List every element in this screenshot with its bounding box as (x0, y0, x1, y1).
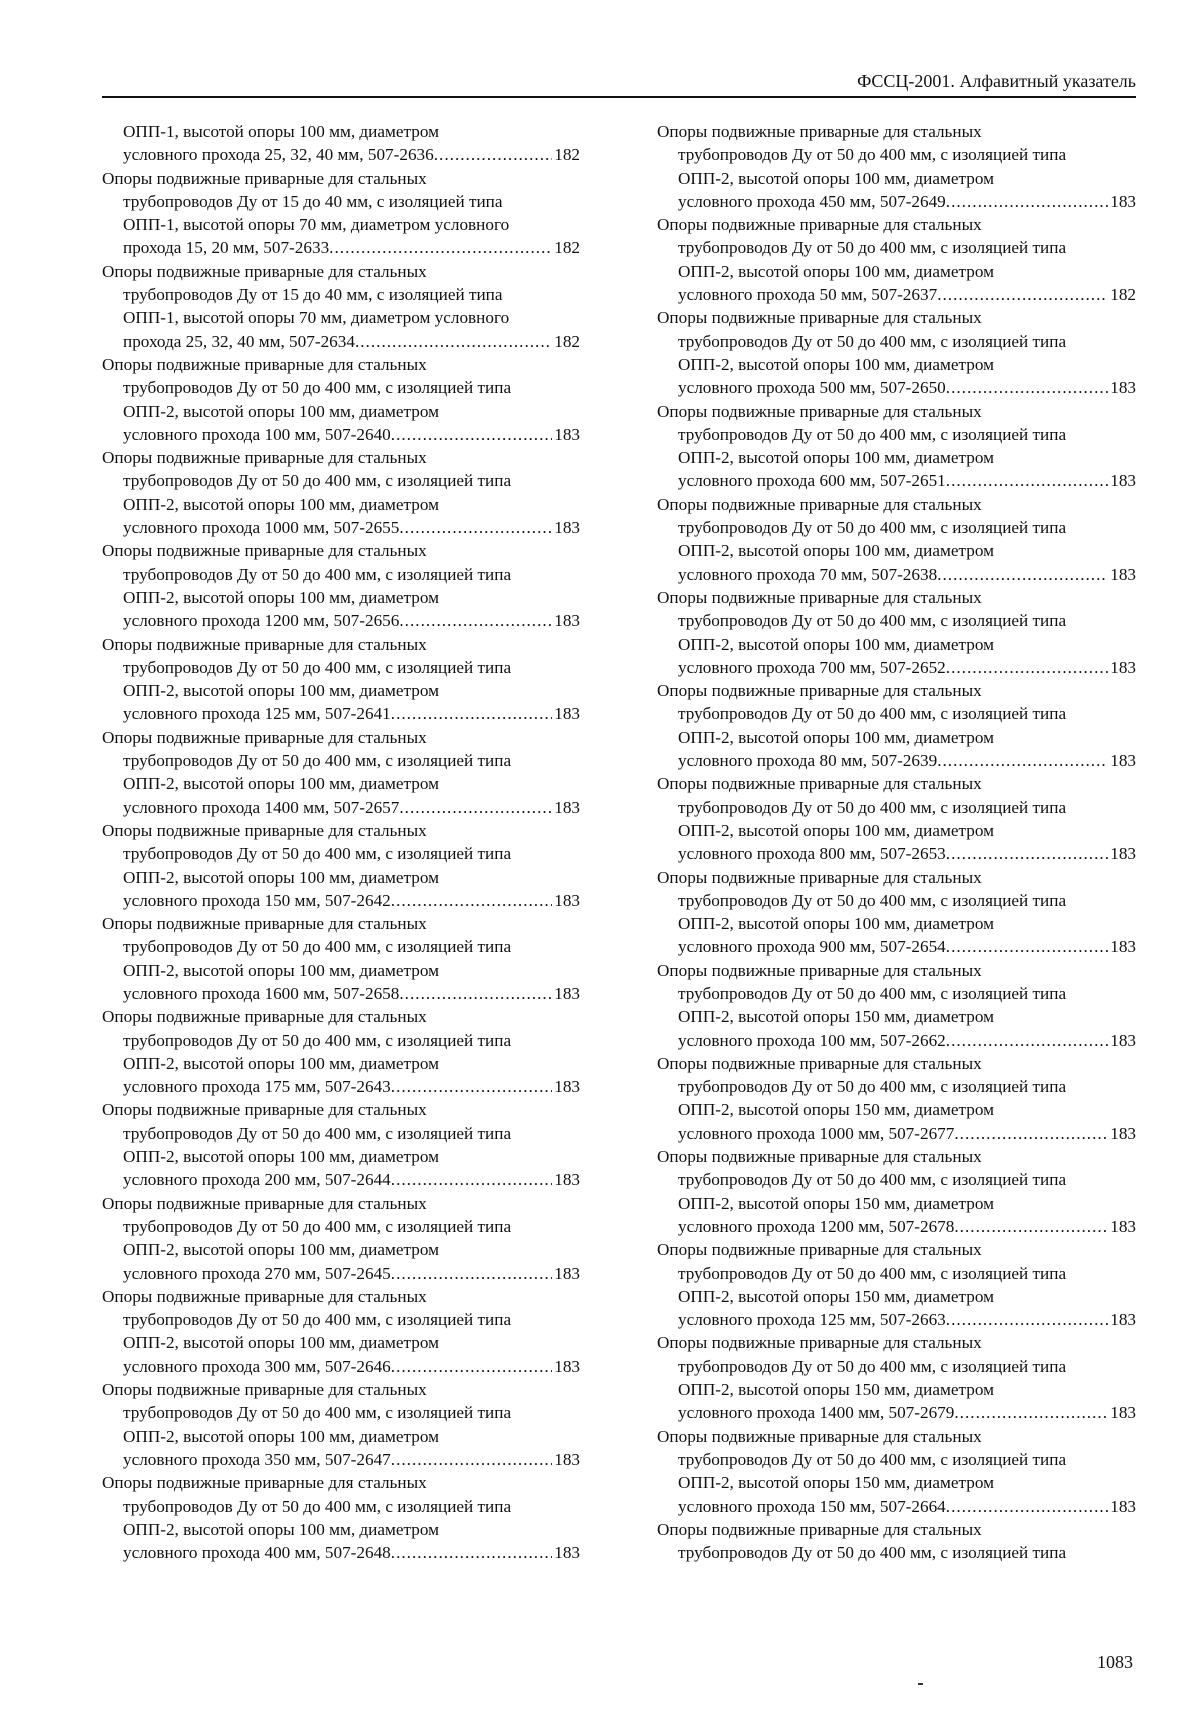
entry-text: условного прохода 125 мм, 507-2663 (678, 1310, 946, 1330)
entry-page-number: 183 (1110, 1403, 1136, 1423)
dot-leader (937, 563, 1108, 586)
entry-line: ОПП-1, высотой опоры 100 мм, диаметром (123, 122, 439, 141)
entry-line: ОПП-2, высотой опоры 100 мм, диаметром (678, 354, 994, 374)
dot-leader (946, 190, 1108, 213)
index-entry (102, 1378, 580, 1471)
entry-line: Опоры подвижные приварные для стальных (657, 1053, 982, 1073)
index-entry (102, 167, 580, 260)
entry-last-line (657, 1029, 1136, 1052)
entry-line: трубопроводов Ду от 50 до 400 мм, с изоляцией типа (678, 1077, 1067, 1097)
entry-page-number: 183 (1110, 1030, 1136, 1050)
running-title: ФССЦ-2001. Алфавитный указатель (857, 71, 1136, 91)
entry-line: трубопроводов Ду от 50 до 400 мм, с изоляцией типа (123, 1310, 512, 1330)
index-entry (657, 1425, 1136, 1518)
index-entry (657, 493, 1136, 586)
index-entry (657, 866, 1136, 959)
entry-last-line (102, 1355, 580, 1378)
entry-page-number: 182 (1110, 285, 1136, 305)
dot-leader (399, 796, 552, 819)
entry-line: трубопроводов Ду от 50 до 400 мм, с изоляцией типа (678, 331, 1067, 351)
dot-leader (946, 842, 1108, 865)
entry-line: Опоры подвижные приварные для стальных (102, 1007, 427, 1027)
entry-text: условного прохода 300 мм, 507-2646 (123, 1356, 391, 1376)
entry-last-line (102, 609, 580, 632)
entry-line: ОПП-2, высотой опоры 150 мм, диаметром (678, 1473, 994, 1493)
entry-line: трубопроводов Ду от 50 до 400 мм, с изоляцией типа (123, 564, 512, 584)
entry-line: Опоры подвижные приварные для стальных (657, 960, 982, 980)
entry-page-number: 182 (554, 331, 580, 351)
entry-line: ОПП-2, высотой опоры 100 мм, диаметром (678, 914, 994, 934)
entry-line: трубопроводов Ду от 50 до 400 мм, с изоляцией типа (123, 1403, 512, 1423)
entry-line: Опоры подвижные приварные для стальных (657, 774, 982, 794)
dot-leader (946, 469, 1108, 492)
entry-line: трубопроводов Ду от 50 до 400 мм, с изоляцией типа (678, 1263, 1067, 1283)
dot-leader (937, 749, 1108, 772)
entry-line: трубопроводов Ду от 50 до 400 мм, с изоляцией типа (678, 983, 1067, 1003)
index-entry (102, 912, 580, 1005)
index-entry (657, 213, 1136, 306)
entry-page-number: 183 (554, 797, 580, 817)
entry-text: прохода 25, 32, 40 мм, 507-2634 (123, 331, 355, 351)
entry-last-line (657, 563, 1136, 586)
entry-text: условного прохода 1600 мм, 507-2658 (123, 983, 400, 1003)
entry-line: трубопроводов Ду от 15 до 40 мм, с изоляцией типа (123, 191, 503, 211)
entry-text: условного прохода 400 мм, 507-2648 (123, 1543, 391, 1563)
index-column-right (657, 120, 1136, 1564)
entry-page-number: 183 (1110, 564, 1136, 584)
entry-page-number: 183 (554, 424, 580, 444)
entry-line: трубопроводов Ду от 50 до 400 мм, с изоляцией типа (678, 238, 1067, 258)
index-entry (102, 353, 580, 446)
dot-leader (399, 516, 552, 539)
dot-leader (946, 935, 1108, 958)
entry-line: трубопроводов Ду от 50 до 400 мм, с изоляцией типа (678, 1356, 1067, 1376)
dot-leader (954, 1215, 1108, 1238)
entry-page-number: 183 (1110, 657, 1136, 677)
entry-page-number: 183 (554, 1077, 580, 1097)
entry-last-line (102, 1541, 580, 1564)
entry-text: условного прохода 70 мм, 507-2638 (678, 564, 938, 584)
scan-mark (918, 1683, 923, 1685)
dot-leader (946, 1029, 1108, 1052)
dot-leader (391, 1168, 552, 1191)
entry-last-line (102, 1168, 580, 1191)
entry-line: ОПП-2, высотой опоры 100 мм, диаметром (678, 727, 994, 747)
index-entry (657, 1052, 1136, 1145)
entry-line: трубопроводов Ду от 50 до 400 мм, с изоляцией типа (678, 424, 1067, 444)
dot-leader (355, 330, 552, 353)
entry-line: ОПП-2, высотой опоры 150 мм, диаметром (678, 1380, 994, 1400)
entry-page-number: 183 (1110, 378, 1136, 398)
entry-page-number: 183 (554, 704, 580, 724)
entry-text: условного прохода 350 мм, 507-2647 (123, 1449, 391, 1469)
dot-leader (391, 1541, 552, 1564)
entry-line: Опоры подвижные приварные для стальных (657, 1333, 982, 1353)
entry-line: Опоры подвижные приварные для стальных (657, 1240, 982, 1260)
index-entry (102, 726, 580, 819)
dot-leader (937, 283, 1108, 306)
dot-leader (329, 236, 552, 259)
entry-line: Опоры подвижные приварные для стальных (657, 122, 982, 141)
entry-line: ОПП-2, высотой опоры 100 мм, диаметром (123, 1053, 439, 1073)
entry-line: ОПП-2, высотой опоры 100 мм, диаметром (678, 634, 994, 654)
dot-leader (391, 1355, 552, 1378)
entry-last-line (657, 656, 1136, 679)
entry-text: условного прохода 150 мм, 507-2642 (123, 890, 391, 910)
entry-line: ОПП-2, высотой опоры 150 мм, диаметром (678, 1193, 994, 1213)
dot-leader (399, 982, 552, 1005)
entry-page-number: 183 (554, 1263, 580, 1283)
entry-line: трубопроводов Ду от 50 до 400 мм, с изоляцией типа (678, 890, 1067, 910)
index-entry (657, 1518, 1136, 1565)
entry-text: условного прохода 700 мм, 507-2652 (678, 657, 946, 677)
entry-last-line (657, 190, 1136, 213)
entry-line: Опоры подвижные приварные для стальных (102, 448, 427, 468)
entry-line: ОПП-2, высотой опоры 100 мм, диаметром (678, 261, 994, 281)
entry-line: Опоры подвижные приварные для стальных (657, 401, 982, 421)
entry-page-number: 183 (1110, 471, 1136, 491)
entry-page-number: 183 (1110, 1496, 1136, 1516)
entry-line: ОПП-2, высотой опоры 100 мм, диаметром (123, 1240, 439, 1260)
entry-text: условного прохода 1000 мм, 507-2655 (123, 518, 400, 538)
entry-text: условного прохода 25, 32, 40 мм, 507-2636 (123, 145, 434, 165)
dot-leader (946, 1495, 1108, 1518)
entry-text: условного прохода 500 мм, 507-2650 (678, 378, 946, 398)
entry-last-line (657, 1215, 1136, 1238)
entry-text: условного прохода 900 мм, 507-2654 (678, 937, 946, 957)
index-entry (102, 1285, 580, 1378)
entry-last-line (657, 283, 1136, 306)
page-number: 1083 (1097, 1652, 1133, 1672)
entry-last-line (657, 1495, 1136, 1518)
entry-line: ОПП-2, высотой опоры 100 мм, диаметром (123, 774, 439, 794)
entry-text: условного прохода 1400 мм, 507-2679 (678, 1403, 955, 1423)
dot-leader (391, 1262, 552, 1285)
entry-text: прохода 15, 20 мм, 507-2633 (123, 238, 330, 258)
entry-line: ОПП-2, высотой опоры 100 мм, диаметром (123, 867, 439, 887)
index-entry (102, 260, 580, 353)
entry-line: ОПП-2, высотой опоры 100 мм, диаметром (678, 541, 994, 561)
entry-line: Опоры подвижные приварные для стальных (657, 867, 982, 887)
entry-text: условного прохода 1400 мм, 507-2657 (123, 797, 400, 817)
entry-line: Опоры подвижные приварные для стальных (657, 587, 982, 607)
entry-line: ОПП-2, высотой опоры 100 мм, диаметром (123, 681, 439, 701)
entry-line: трубопроводов Ду от 50 до 400 мм, с изоляцией типа (678, 797, 1067, 817)
index-entry (657, 772, 1136, 865)
index-entry (657, 306, 1136, 399)
entry-last-line (657, 1308, 1136, 1331)
entry-line: трубопроводов Ду от 50 до 400 мм, с изоляцией типа (123, 1216, 512, 1236)
dot-leader (391, 423, 552, 446)
index-entry (657, 120, 1136, 213)
entry-line: Опоры подвижные приварные для стальных (657, 681, 982, 701)
entry-line: трубопроводов Ду от 50 до 400 мм, с изоляцией типа (678, 1170, 1067, 1190)
entry-line: трубопроводов Ду от 50 до 400 мм, с изоляцией типа (123, 751, 512, 771)
entry-last-line (657, 1122, 1136, 1145)
entry-page-number: 183 (554, 890, 580, 910)
entry-text: условного прохода 200 мм, 507-2644 (123, 1170, 391, 1190)
entry-line: трубопроводов Ду от 50 до 400 мм, с изоляцией типа (678, 145, 1067, 165)
entry-last-line (102, 330, 580, 353)
index-entry (102, 1098, 580, 1191)
entry-line: Опоры подвижные приварные для стальных (657, 215, 982, 235)
entry-text: условного прохода 175 мм, 507-2643 (123, 1077, 391, 1097)
entry-line: Опоры подвижные приварные для стальных (102, 1473, 427, 1493)
entry-line: Опоры подвижные приварные для стальных (102, 354, 427, 374)
entry-line: ОПП-2, высотой опоры 150 мм, диаметром (678, 1007, 994, 1027)
entry-line: ОПП-2, высотой опоры 100 мм, диаметром (123, 960, 439, 980)
index-entry (657, 679, 1136, 772)
entry-line: Опоры подвижные приварные для стальных (102, 261, 427, 281)
entry-last-line (657, 376, 1136, 399)
entry-page-number: 182 (554, 238, 580, 258)
entry-page-number: 182 (554, 145, 580, 165)
entry-page-number: 183 (1110, 937, 1136, 957)
index-entry (102, 633, 580, 726)
entry-line: ОПП-1, высотой опоры 70 мм, диаметром условного (123, 215, 510, 235)
entry-line: ОПП-1, высотой опоры 70 мм, диаметром условного (123, 308, 510, 328)
entry-line: Опоры подвижные приварные для стальных (102, 914, 427, 934)
entry-line: Опоры подвижные приварные для стальных (102, 634, 427, 654)
entry-page-number: 183 (1110, 844, 1136, 864)
entry-page-number: 183 (554, 611, 580, 631)
entry-text: условного прохода 1200 мм, 507-2678 (678, 1216, 955, 1236)
entry-page-number: 183 (1110, 751, 1136, 771)
entry-line: ОПП-2, высотой опоры 100 мм, диаметром (123, 494, 439, 514)
entry-line: трубопроводов Ду от 50 до 400 мм, с изоляцией типа (123, 1030, 512, 1050)
dot-leader (946, 656, 1108, 679)
index-entry (657, 959, 1136, 1052)
entry-page-number: 183 (1110, 1123, 1136, 1143)
index-entry (657, 1145, 1136, 1238)
entry-last-line (102, 796, 580, 819)
entry-line: Опоры подвижные приварные для стальных (102, 1193, 427, 1213)
index-entry (102, 1192, 580, 1285)
index-entry (657, 1331, 1136, 1424)
entry-page-number: 183 (554, 1170, 580, 1190)
entry-text: условного прохода 50 мм, 507-2637 (678, 285, 938, 305)
entry-last-line (102, 1075, 580, 1098)
index-entry (102, 1005, 580, 1098)
entry-last-line (657, 842, 1136, 865)
entry-line: ОПП-2, высотой опоры 150 мм, диаметром (678, 1286, 994, 1306)
entry-line: трубопроводов Ду от 50 до 400 мм, с изоляцией типа (123, 657, 512, 677)
entry-page-number: 183 (554, 983, 580, 1003)
entry-text: условного прохода 125 мм, 507-2641 (123, 704, 391, 724)
entry-last-line (102, 1448, 580, 1471)
entry-line: Опоры подвижные приварные для стальных (657, 494, 982, 514)
dot-leader (954, 1122, 1108, 1145)
entry-page-number: 183 (1110, 1216, 1136, 1236)
entry-page-number: 183 (554, 1449, 580, 1469)
entry-line: трубопроводов Ду от 50 до 400 мм, с изоляцией типа (123, 844, 512, 864)
entry-text: условного прохода 100 мм, 507-2640 (123, 424, 391, 444)
entry-line: Опоры подвижные приварные для стальных (657, 1519, 982, 1539)
page-header (102, 68, 1136, 98)
entry-text: условного прохода 600 мм, 507-2651 (678, 471, 946, 491)
entry-last-line (657, 935, 1136, 958)
entry-line: трубопроводов Ду от 50 до 400 мм, с изоляцией типа (123, 378, 512, 398)
entry-text: условного прохода 1200 мм, 507-2656 (123, 611, 400, 631)
index-entry (102, 120, 580, 167)
entry-page-number: 183 (1110, 191, 1136, 211)
entry-last-line (102, 702, 580, 725)
index-column-left (102, 120, 580, 1564)
entry-last-line (657, 749, 1136, 772)
entry-page-number: 183 (554, 1356, 580, 1376)
entry-text: условного прохода 100 мм, 507-2662 (678, 1030, 946, 1050)
entry-line: Опоры подвижные приварные для стальных (657, 308, 982, 328)
index-entry (657, 586, 1136, 679)
entry-line: трубопроводов Ду от 50 до 400 мм, с изоляцией типа (678, 1449, 1067, 1469)
entry-text: условного прохода 800 мм, 507-2653 (678, 844, 946, 864)
dot-leader (946, 376, 1108, 399)
entry-line: Опоры подвижные приварные для стальных (102, 1100, 427, 1120)
entry-page-number: 183 (554, 1543, 580, 1563)
entry-text: условного прохода 150 мм, 507-2664 (678, 1496, 946, 1516)
entry-line: трубопроводов Ду от 50 до 400 мм, с изоляцией типа (678, 611, 1067, 631)
index-entry (657, 400, 1136, 493)
entry-last-line (102, 982, 580, 1005)
entry-last-line (657, 1401, 1136, 1424)
entry-line: ОПП-2, высотой опоры 100 мм, диаметром (123, 1519, 439, 1539)
entry-text: условного прохода 270 мм, 507-2645 (123, 1263, 391, 1283)
dot-leader (391, 889, 552, 912)
entry-last-line (102, 516, 580, 539)
entry-line: ОПП-2, высотой опоры 100 мм, диаметром (123, 1147, 439, 1167)
entry-line: ОПП-2, высотой опоры 100 мм, диаметром (123, 401, 439, 421)
entry-line: трубопроводов Ду от 50 до 400 мм, с изоляцией типа (123, 937, 512, 957)
entry-line: трубопроводов Ду от 50 до 400 мм, с изоляцией типа (678, 518, 1067, 538)
entry-last-line (102, 236, 580, 259)
entry-last-line (102, 889, 580, 912)
entry-line: ОПП-2, высотой опоры 100 мм, диаметром (678, 448, 994, 468)
entry-page-number: 183 (554, 518, 580, 538)
entry-line: Опоры подвижные приварные для стальных (102, 541, 427, 561)
entry-line: ОПП-2, высотой опоры 100 мм, диаметром (123, 587, 439, 607)
entry-line: Опоры подвижные приварные для стальных (102, 1286, 427, 1306)
entry-line: ОПП-2, высотой опоры 150 мм, диаметром (678, 1100, 994, 1120)
entry-line: ОПП-2, высотой опоры 100 мм, диаметром (123, 1333, 439, 1353)
dot-leader (954, 1401, 1108, 1424)
entry-line: ОПП-2, высотой опоры 100 мм, диаметром (678, 168, 994, 188)
entry-line: Опоры подвижные приварные для стальных (102, 820, 427, 840)
dot-leader (391, 702, 552, 725)
entry-last-line (102, 1262, 580, 1285)
entry-last-line (102, 143, 580, 166)
entry-last-line (102, 423, 580, 446)
dot-leader (946, 1308, 1108, 1331)
dot-leader (399, 609, 552, 632)
index-entry (102, 539, 580, 632)
entry-line: ОПП-2, высотой опоры 100 мм, диаметром (123, 1426, 439, 1446)
index-entry (102, 446, 580, 539)
entry-text: условного прохода 80 мм, 507-2639 (678, 751, 938, 771)
entry-text: условного прохода 450 мм, 507-2649 (678, 191, 946, 211)
entry-line: трубопроводов Ду от 50 до 400 мм, с изоляцией типа (678, 704, 1067, 724)
entry-page-number: 183 (1110, 1310, 1136, 1330)
entry-line: Опоры подвижные приварные для стальных (102, 1380, 427, 1400)
index-entry (102, 819, 580, 912)
entry-line: Опоры подвижные приварные для стальных (102, 168, 427, 188)
index-entry (102, 1471, 580, 1564)
entry-last-line (657, 469, 1136, 492)
entry-line: Опоры подвижные приварные для стальных (102, 727, 427, 747)
index-entry (657, 1238, 1136, 1331)
dot-leader (391, 1075, 552, 1098)
dot-leader (434, 143, 552, 166)
entry-line: трубопроводов Ду от 50 до 400 мм, с изоляцией типа (123, 1496, 512, 1516)
entry-line: Опоры подвижные приварные для стальных (657, 1147, 982, 1167)
entry-text: условного прохода 1000 мм, 507-2677 (678, 1123, 955, 1143)
entry-line: ОПП-2, высотой опоры 100 мм, диаметром (678, 820, 994, 840)
entry-line: трубопроводов Ду от 15 до 40 мм, с изоляцией типа (123, 285, 503, 305)
entry-line: трубопроводов Ду от 50 до 400 мм, с изоляцией типа (123, 1123, 512, 1143)
entry-line: Опоры подвижные приварные для стальных (657, 1426, 982, 1446)
entry-line: трубопроводов Ду от 50 до 400 мм, с изоляцией типа (123, 471, 512, 491)
dot-leader (391, 1448, 552, 1471)
entry-line: трубопроводов Ду от 50 до 400 мм, с изоляцией типа (678, 1543, 1067, 1563)
